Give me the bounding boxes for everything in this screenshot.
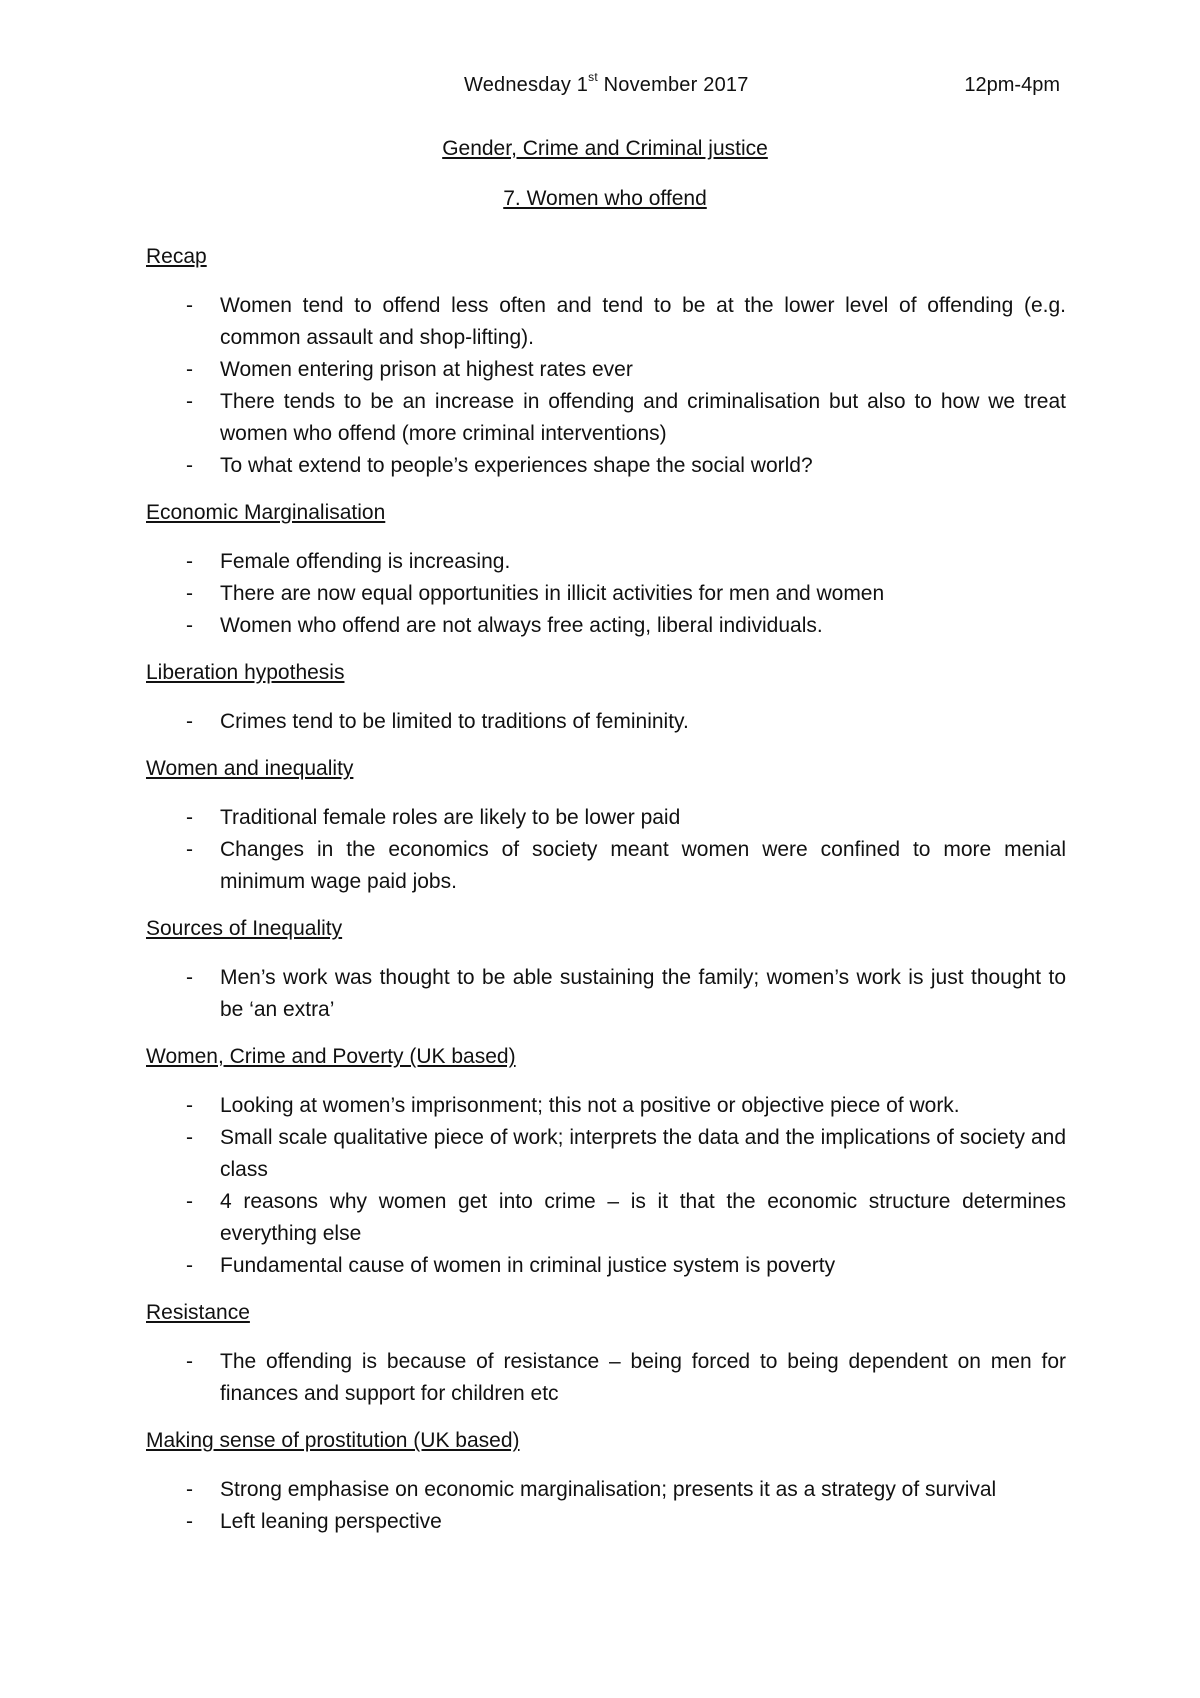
bullet-dash: - (186, 1094, 193, 1117)
list-item-text: Traditional female roles are likely to be lower paid (220, 806, 681, 829)
bullet-dash: - (186, 838, 193, 861)
list-item (146, 706, 1066, 738)
list-item-text: Female offending is increasing. (220, 550, 511, 573)
bullet-dash: - (186, 710, 193, 733)
bullet-list (146, 962, 1066, 1026)
section-heading: Women, Crime and Poverty (UK based) (146, 1045, 516, 1068)
list-item (146, 610, 1066, 642)
list-item-text: Women tend to offend less often and tend to be at the lower level of offending (e.g. common assault and shop-lifting). (220, 294, 1066, 349)
list-item-text: Changes in the economics of society meant women were confined to more menial minimum wage paid jobs. (220, 838, 1066, 893)
list-item (146, 1346, 1066, 1410)
list-item (146, 1250, 1066, 1282)
bullet-dash: - (186, 550, 193, 573)
list-item-text: Men’s work was thought to be able sustaining the family; women’s work is just thought to be ‘an extra’ (220, 966, 1066, 1021)
document-body (146, 242, 1066, 1554)
list-item-text: Women who offend are not always free acting, liberal individuals. (220, 614, 823, 637)
document-subtitle: 7. Women who offend (503, 187, 707, 210)
bullet-dash: - (186, 1254, 193, 1277)
header-time: 12pm-4pm (964, 74, 1060, 96)
section-heading: Liberation hypothesis (146, 661, 345, 684)
list-item (146, 290, 1066, 354)
section-heading: Economic Marginalisation (146, 501, 386, 524)
list-item (146, 962, 1066, 1026)
bullet-dash: - (186, 1510, 193, 1533)
list-item-text: To what extend to people’s experiences shape the social world? (220, 454, 813, 477)
section-heading: Recap (146, 245, 207, 268)
bullet-list (146, 290, 1066, 482)
date-prefix: Wednesday 1 (464, 74, 589, 96)
bullet-dash: - (186, 1350, 193, 1373)
bullet-dash: - (186, 614, 193, 637)
list-item-text: Fundamental cause of women in criminal justice system is poverty (220, 1254, 836, 1277)
list-item (146, 578, 1066, 610)
list-item (146, 354, 1066, 386)
list-item-text: 4 reasons why women get into crime – is it that the economic structure determines everything else (220, 1190, 1066, 1245)
bullet-list (146, 546, 1066, 642)
bullet-list (146, 1346, 1066, 1410)
list-item (146, 1506, 1066, 1538)
bullet-list (146, 1474, 1066, 1538)
list-item-text: Women entering prison at highest rates ever (220, 358, 633, 381)
list-item-text: Crimes tend to be limited to traditions of femininity. (220, 710, 689, 733)
section-heading: Resistance (146, 1301, 250, 1324)
list-item (146, 802, 1066, 834)
list-item-text: Left leaning perspective (220, 1510, 442, 1533)
document-title: Gender, Crime and Criminal justice (442, 137, 768, 160)
section-heading: Making sense of prostitution (UK based) (146, 1429, 520, 1452)
list-item (146, 834, 1066, 898)
list-item (146, 546, 1066, 578)
list-item-text: Looking at women’s imprisonment; this not a positive or objective piece of work. (220, 1094, 960, 1117)
bullet-dash: - (186, 454, 193, 477)
bullet-dash: - (186, 1478, 193, 1501)
bullet-dash: - (186, 806, 193, 829)
list-item (146, 1186, 1066, 1250)
header-date (464, 70, 749, 97)
list-item-text: The offending is because of resistance – being forced to being dependent on men for finances and support for children etc (220, 1350, 1066, 1405)
section-heading: Women and inequality (146, 757, 354, 780)
list-item (146, 386, 1066, 450)
list-item-text: Small scale qualitative piece of work; interprets the data and the implications of society and class (220, 1126, 1066, 1181)
date-ordinal-suffix: st (588, 70, 598, 84)
section-heading: Sources of Inequality (146, 917, 343, 940)
date-suffix: November 2017 (597, 74, 749, 96)
list-item-text: There tends to be an increase in offending and criminalisation but also to how we treat women who offend (more criminal interventions) (220, 390, 1066, 445)
list-item (146, 450, 1066, 482)
bullet-dash: - (186, 1190, 193, 1213)
bullet-dash: - (186, 358, 193, 381)
bullet-dash: - (186, 582, 193, 605)
list-item (146, 1474, 1066, 1506)
bullet-list (146, 706, 1066, 738)
bullet-dash: - (186, 966, 193, 989)
bullet-dash: - (186, 1126, 193, 1149)
list-item-text: Strong emphasise on economic marginalisation; presents it as a strategy of survival (220, 1478, 997, 1501)
bullet-list (146, 802, 1066, 898)
list-item-text: There are now equal opportunities in illicit activities for men and women (220, 582, 885, 605)
bullet-dash: - (186, 294, 193, 317)
bullet-list (146, 1090, 1066, 1282)
bullet-dash: - (186, 390, 193, 413)
list-item (146, 1122, 1066, 1186)
list-item (146, 1090, 1066, 1122)
